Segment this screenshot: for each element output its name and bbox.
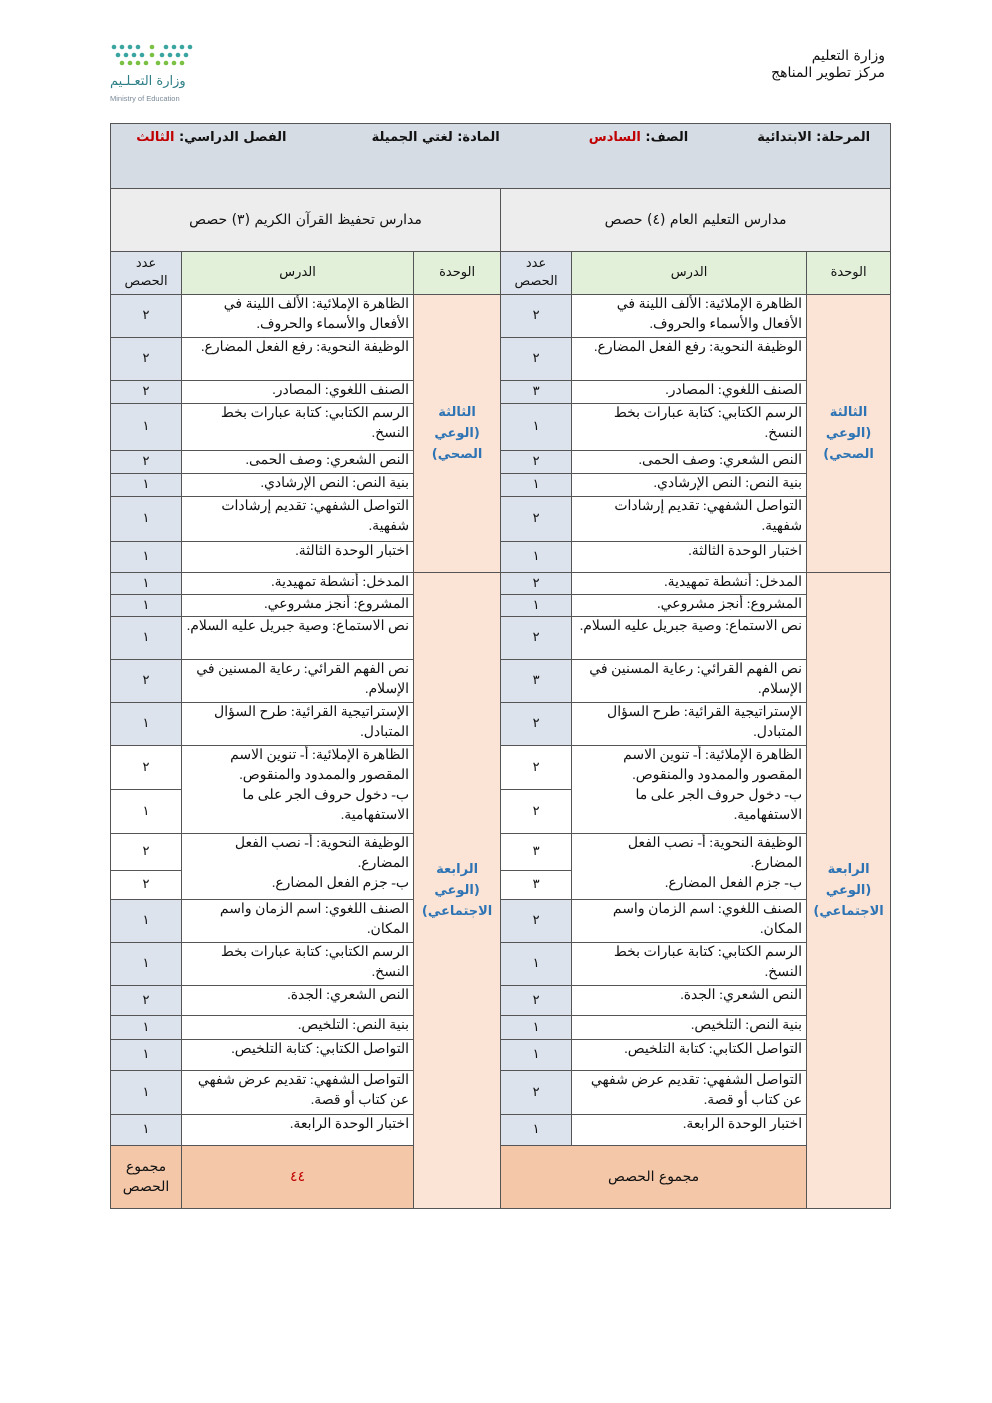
lesson-part-b: ب- دخول حروف الجر على ما الاستفهامية.: [635, 788, 803, 823]
table-row: [111, 295, 891, 338]
lesson-cell: الرسم الكتابي: كتابة عبارات بخط النسخ.: [182, 404, 414, 451]
table-row: [111, 381, 891, 404]
lesson-cell: بنية النص: النص الإرشادي.: [182, 474, 414, 497]
lesson-part-a: الوظيفة النحوية: أ- نصب الفعل المضارع.: [627, 836, 803, 871]
table-row: [111, 900, 891, 943]
general-count: ١: [501, 542, 572, 573]
lesson-cell: اختبار الوحدة الرابعة.: [182, 1115, 414, 1146]
quran-count: ١: [111, 595, 182, 617]
quran-count: ٢: [111, 338, 182, 381]
general-count: ٢: [532, 803, 540, 819]
general-count: ٢: [501, 746, 571, 790]
info-row: [111, 124, 891, 189]
general-unit-header: الوحدة: [807, 252, 891, 295]
general-count: ٢: [501, 497, 572, 542]
table-row: [111, 474, 891, 497]
lesson-cell: النص الشعري: وصف الحمى.: [572, 451, 807, 474]
general-count: ٣: [501, 660, 572, 703]
lesson-cell: الظاهرة الإملائية: الألف اللينة في الأفعال والأسماء والحروف.: [182, 295, 414, 338]
lesson-cell: الإستراتيجية القرائية: طرح السؤال المتبادل.: [182, 703, 414, 746]
lesson-cell-combined: [182, 834, 414, 900]
general-count-split: [501, 746, 572, 834]
quran-unit-fourth: الرابعة (الوعي الاجتماعي): [414, 573, 501, 1209]
general-count: ٢: [501, 338, 572, 381]
lesson-cell: التواصل الشفهي: تقديم عرض شفهي عن كتاب أو قصة.: [182, 1071, 414, 1115]
table-row: [111, 1016, 891, 1040]
general-count: ٣: [501, 381, 572, 404]
lesson-cell-combined: [572, 834, 807, 900]
lesson-cell: الصنف اللغوي: المصادر.: [572, 381, 807, 404]
lesson-part-a: الظاهرة الإملائية: أ- تنوين الاسم المقصور والممدود والمنقوص.: [623, 748, 803, 783]
lesson-cell: التواصل الشفهي: تقديم إرشادات شفهية.: [572, 497, 807, 542]
table-row: [111, 338, 891, 381]
lesson-cell: اختبار الوحدة الثالثة.: [572, 542, 807, 573]
table-row: [111, 1040, 891, 1071]
quran-count: ١: [111, 943, 182, 986]
lesson-cell: الرسم الكتابي: كتابة عبارات بخط النسخ.: [182, 943, 414, 986]
lesson-cell: المشروع: أنجز مشروعي.: [572, 595, 807, 617]
table-row: [111, 834, 891, 900]
quran-count: ١: [111, 474, 182, 497]
general-count: ٢: [501, 451, 572, 474]
table-row: [111, 542, 891, 573]
general-count: ١: [501, 474, 572, 497]
ministry-name: وزارة التعليم: [811, 48, 885, 64]
quran-count: ١: [111, 1016, 182, 1040]
logo-english-text: Ministry of Education: [110, 94, 180, 103]
totals-row: [111, 1146, 891, 1209]
quran-count: ١: [111, 542, 182, 573]
quran-count: ٢: [111, 381, 182, 404]
general-count: ٢: [501, 295, 572, 338]
lesson-part-b: ب- جزم الفعل المضارع.: [664, 876, 803, 891]
subject-info: المادة: لغتي الجميلة: [371, 130, 500, 145]
curriculum-table: [110, 123, 891, 1209]
lesson-part-b: ب- دخول حروف الجر على ما الاستفهامية.: [242, 788, 410, 823]
quran-count: ١: [111, 617, 182, 660]
term-info: الفصل الدراسي: الثالث: [136, 130, 287, 145]
quran-count-split: [111, 834, 182, 900]
table-row: [111, 746, 891, 834]
quran-count: ٢: [111, 451, 182, 474]
general-count: ٣: [501, 834, 571, 871]
quran-count: ١: [111, 1115, 182, 1146]
general-schools-label: مدارس التعليم العام (٤) حصص: [501, 189, 891, 252]
lesson-cell: نص الفهم القرائي: رعاية المسنين في الإسلام.: [572, 660, 807, 703]
lesson-cell: الظاهرة الإملائية: الألف اللينة في الأفعال والأسماء والحروف.: [572, 295, 807, 338]
general-count: ٢: [501, 617, 572, 660]
lesson-cell: الصنف اللغوي: المصادر.: [182, 381, 414, 404]
column-header-row: [111, 252, 891, 295]
lesson-cell: الإستراتيجية القرائية: طرح السؤال المتبادل.: [572, 703, 807, 746]
quran-count: ٢: [111, 834, 181, 871]
lesson-cell: التواصل الكتابي: كتابة التلخيص.: [182, 1040, 414, 1071]
quran-lesson-header: الدرس: [182, 252, 414, 295]
quran-count: ٢: [142, 877, 150, 892]
general-count-split: [501, 834, 572, 900]
quran-count-header: عدد الحصص: [111, 252, 182, 295]
logo-arabic-text: وزارة التعـلـيم: [110, 74, 186, 89]
quran-count: ١: [111, 900, 182, 943]
lesson-cell: المدخل: أنشطة تمهيدية.: [572, 573, 807, 595]
table-row: [111, 595, 891, 617]
lesson-cell: التواصل الكتابي: كتابة التلخيص.: [572, 1040, 807, 1071]
general-count-header: عدد الحصص: [501, 252, 572, 295]
lesson-cell: بنية النص: التلخيص.: [182, 1016, 414, 1040]
general-count: ٢: [501, 703, 572, 746]
general-count: ١: [501, 1115, 572, 1146]
table-row: [111, 497, 891, 542]
lesson-cell: بنية النص: النص الإرشادي.: [572, 474, 807, 497]
lesson-cell: النص الشعري: الجدة.: [182, 986, 414, 1016]
ministry-heading: [771, 48, 885, 82]
lesson-cell: اختبار الوحدة الثالثة.: [182, 542, 414, 573]
table-row: [111, 660, 891, 703]
info-cell: [111, 124, 891, 189]
lesson-cell: النص الشعري: الجدة.: [572, 986, 807, 1016]
quran-count: ١: [111, 404, 182, 451]
table-row: [111, 573, 891, 595]
general-count: ١: [501, 404, 572, 451]
lesson-cell: نص الفهم القرائي: رعاية المسنين في الإسلام.: [182, 660, 414, 703]
quran-count: ٢: [111, 986, 182, 1016]
table-row: [111, 617, 891, 660]
stage-info: المرحلة: الابتدائية: [757, 130, 871, 145]
general-unit-third: الثالثة (الوعي الصحي): [807, 295, 891, 573]
quran-count: ١: [111, 703, 182, 746]
general-count: ١: [501, 1040, 572, 1071]
lesson-cell: الرسم الكتابي: كتابة عبارات بخط النسخ.: [572, 404, 807, 451]
lesson-cell: نص الاستماع: وصية جبريل عليه السلام.: [182, 617, 414, 660]
quran-count: ١: [111, 1071, 182, 1115]
table-row: [111, 1071, 891, 1115]
lesson-cell: المشروع: أنجز مشروعي.: [182, 595, 414, 617]
general-count: ٣: [532, 877, 540, 892]
schools-row: [111, 189, 891, 252]
lesson-part-b: ب- جزم الفعل المضارع.: [271, 876, 410, 891]
quran-count: ١: [142, 803, 150, 819]
lesson-cell: بنية النص: التلخيص.: [572, 1016, 807, 1040]
general-unit-fourth: الرابعة (الوعي الاجتماعي): [807, 573, 891, 1209]
lesson-cell: الرسم الكتابي: كتابة عبارات بخط النسخ.: [572, 943, 807, 986]
lesson-cell-combined: [182, 746, 414, 834]
general-total-label: مجموع الحصص: [501, 1146, 807, 1209]
lesson-cell: النص الشعري: وصف الحمى.: [182, 451, 414, 474]
logo-dots-icon: [108, 42, 198, 72]
lesson-cell: الوظيفة النحوية: رفع الفعل المضارع.: [182, 338, 414, 381]
general-count: ١: [501, 595, 572, 617]
general-count: ٢: [501, 1071, 572, 1115]
table-row: [111, 943, 891, 986]
lesson-cell-combined: [572, 746, 807, 834]
general-count: ١: [501, 1016, 572, 1040]
table-row: [111, 703, 891, 746]
table-row: [111, 1115, 891, 1146]
ministry-logo: [108, 42, 208, 108]
table-row: [111, 451, 891, 474]
table-row: [111, 404, 891, 451]
general-count: ٢: [501, 573, 572, 595]
quran-count: ١: [111, 497, 182, 542]
lesson-cell: التواصل الشفهي: تقديم عرض شفهي عن كتاب أو قصة.: [572, 1071, 807, 1115]
general-total-value: ٤٤: [182, 1146, 414, 1209]
quran-count: ٢: [111, 746, 181, 790]
quran-count-split: [111, 746, 182, 834]
quran-count: ٢: [111, 660, 182, 703]
quran-count: ١: [111, 573, 182, 595]
table-row: [111, 986, 891, 1016]
general-count: ٢: [501, 900, 572, 943]
lesson-cell: المدخل: أنشطة تمهيدية.: [182, 573, 414, 595]
quran-schools-label: مدارس تحفيظ القرآن الكريم (٣) حصص: [111, 189, 501, 252]
lesson-cell: الصنف اللغوي: اسم الزمان واسم المكان.: [572, 900, 807, 943]
quran-count: ١: [111, 1040, 182, 1071]
lesson-cell: الصنف اللغوي: اسم الزمان واسم المكان.: [182, 900, 414, 943]
quran-count: ٢: [111, 295, 182, 338]
lesson-cell: نص الاستماع: وصية جبريل عليه السلام.: [572, 617, 807, 660]
quran-unit-third: الثالثة (الوعي الصحي): [414, 295, 501, 573]
center-name: مركز تطوير المناهج: [771, 65, 885, 81]
lesson-part-a: الظاهرة الإملائية: أ- تنوين الاسم المقصور والممدود والمنقوص.: [230, 748, 410, 783]
grade-info: الصف: السادس: [588, 130, 689, 145]
general-count: ٢: [501, 986, 572, 1016]
quran-total-label: مجموع الحصص: [111, 1146, 182, 1209]
lesson-part-a: الوظيفة النحوية: أ- نصب الفعل المضارع.: [234, 836, 410, 871]
lesson-cell: اختبار الوحدة الرابعة.: [572, 1115, 807, 1146]
general-lesson-header: الدرس: [572, 252, 807, 295]
lesson-cell: الوظيفة النحوية: رفع الفعل المضارع.: [572, 338, 807, 381]
quran-unit-header: الوحدة: [414, 252, 501, 295]
general-count: ١: [501, 943, 572, 986]
lesson-cell: التواصل الشفهي: تقديم إرشادات شفهية.: [182, 497, 414, 542]
